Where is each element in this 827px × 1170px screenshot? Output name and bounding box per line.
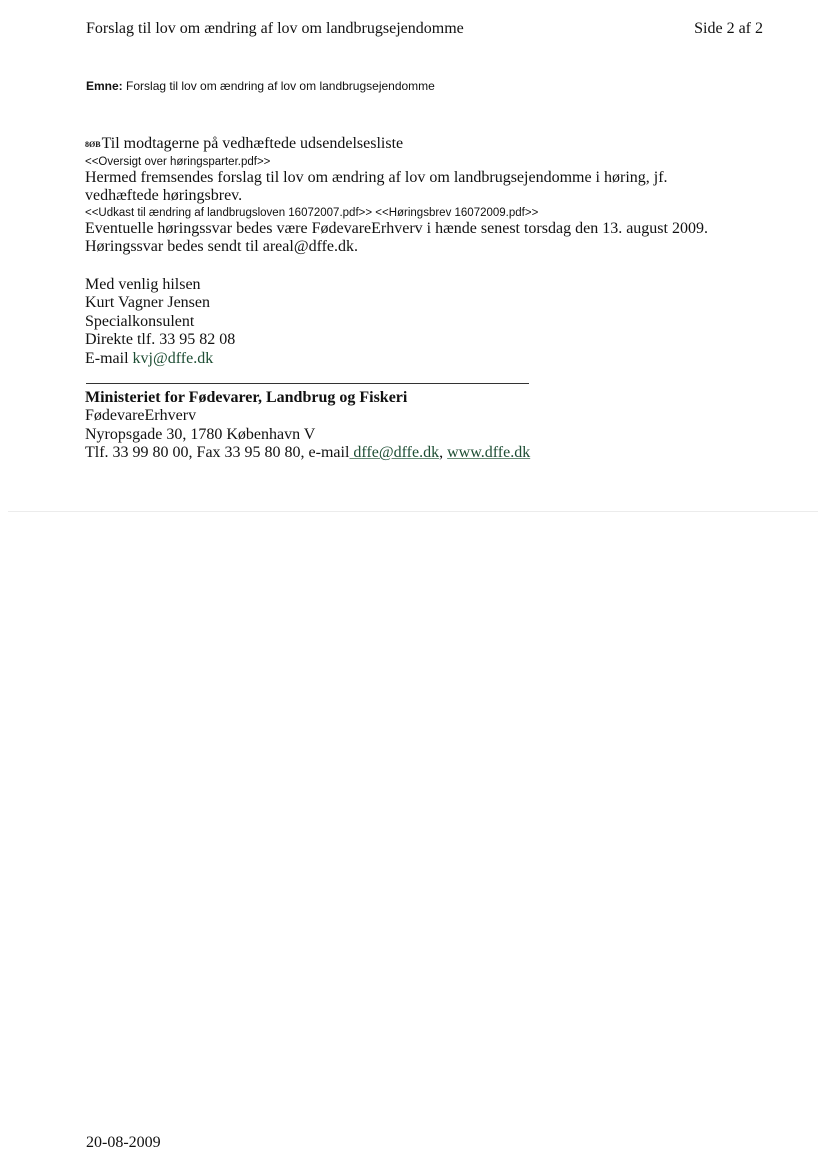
- greeting: Med venlig hilsen: [85, 275, 201, 293]
- sender-phone: Direkte tlf. 33 95 82 08: [85, 331, 236, 349]
- signature-block: [85, 389, 785, 463]
- address: Nyropsgade 30, 1780 København V: [85, 425, 316, 443]
- sender-email-line: [85, 350, 765, 369]
- body-line-send-to: Høringssvar bedes sendt til areal@dffe.dk.: [85, 238, 359, 256]
- signature-divider: [86, 383, 529, 384]
- email-subject: [86, 79, 435, 93]
- body-line-deadline: Eventuelle høringssvar bedes være FødevareErhverv i hænde senest torsdag den 13. august 2009.: [85, 219, 708, 237]
- subject-text: Forslag til lov om ændring af lov om landbrugsejendomme: [126, 79, 435, 93]
- sender-name: Kurt Vagner Jensen: [85, 294, 211, 312]
- org-email-link[interactable]: dffe@dffe.dk: [349, 444, 440, 462]
- body-line-recipients: [85, 135, 765, 155]
- body-line-hoeringsbrev: vedhæftede høringsbrev.: [85, 187, 243, 205]
- contact-line: [85, 444, 785, 462]
- email-body: [85, 135, 765, 369]
- contact-prefix: Tlf. 33 99 80 00, Fax 33 95 80 80, e-mail: [85, 444, 350, 462]
- attachment-udkast-and-brev[interactable]: <<Udkast til ændring af landbrugsloven 16072007.pdf>> <<Høringsbrev 16072009.pdf>>: [85, 206, 539, 219]
- section-separator: [8, 511, 818, 512]
- garbled-glyph: 8ØB: [85, 140, 101, 149]
- contact-separator: ,: [439, 444, 448, 462]
- paragraph-gap: [85, 257, 765, 276]
- page-number: Side 2 af 2: [694, 20, 763, 37]
- website-link[interactable]: www.dffe.dk: [447, 444, 531, 462]
- footer-date: 20-08-2009: [86, 1134, 161, 1151]
- sender-title: Specialkonsulent: [85, 312, 195, 330]
- recipients-text: Til modtagerne på vedhæftede udsendelsesliste: [101, 135, 404, 152]
- body-line-fremsendes: Hermed fremsendes forslag til lov om ændring af lov om landbrugsejendomme i høring, jf.: [85, 168, 668, 186]
- document-header-title: Forslag til lov om ændring af lov om landbrugsejendomme: [86, 20, 464, 37]
- department-name: FødevareErhverv: [85, 407, 197, 425]
- attachment-hoeringsparter[interactable]: <<Oversigt over høringsparter.pdf>>: [85, 155, 271, 168]
- ministry-name: Ministeriet for Fødevarer, Landbrug og Fiskeri: [85, 389, 408, 406]
- email-label: E-mail: [85, 349, 133, 367]
- subject-label: Emne:: [86, 79, 123, 93]
- sender-email-link[interactable]: kvj@dffe.dk: [132, 349, 214, 367]
